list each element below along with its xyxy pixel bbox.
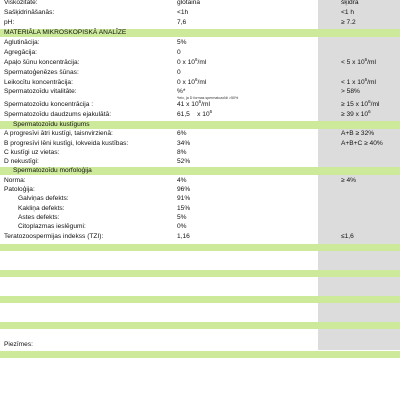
row-value: 0 x $10^6/ml$ xyxy=(177,76,207,86)
row-liquefaction xyxy=(0,9,400,17)
row-morph-neck xyxy=(0,205,400,213)
row-label: pH: xyxy=(4,19,15,26)
row-motility-b xyxy=(0,140,400,148)
row-reference: ≥ 7.2 xyxy=(341,19,356,26)
row-value: 0 xyxy=(177,69,181,76)
empty-band xyxy=(0,244,400,251)
section-title: Spermatozoīdu morfoloģija xyxy=(13,167,92,174)
row-motility-d xyxy=(0,158,400,166)
row-label: C kustīgi uz vietas: xyxy=(4,149,60,156)
row-value: 7,6 xyxy=(177,19,187,26)
row-morph-tail xyxy=(0,214,400,222)
empty-band xyxy=(0,322,400,329)
row-reference: A+B ≥ 32% xyxy=(341,130,375,137)
row-spermatogenesis-cells xyxy=(0,69,400,77)
notes-band xyxy=(0,351,400,358)
section-title: Spermatozoīdu kustīgums xyxy=(13,121,90,128)
section-header-microscopic xyxy=(0,29,400,37)
row-reference: ≥ 15 x $10^6/ml$ xyxy=(341,98,380,108)
row-label: Citoplazmas ieslēgumi: xyxy=(18,223,86,230)
row-morph-norm xyxy=(0,177,400,185)
row-label: Apaļo šūnu koncentrācija: xyxy=(4,59,80,66)
row-value: 96% xyxy=(177,186,191,193)
row-label: Teratozoospermijas indekss (TZI): xyxy=(4,233,104,240)
row-label: A progresīvi ātri kustīgi, taisnvirzienā: xyxy=(4,130,113,137)
row-reference: ≥ 39 x $10^6$ xyxy=(341,108,371,118)
row-motility-a xyxy=(0,130,400,138)
row-tzi xyxy=(0,233,400,241)
row-value: glotaina xyxy=(177,0,201,6)
empty-band xyxy=(0,270,400,277)
row-label: Agregācija: xyxy=(4,49,37,56)
row-value: 91% xyxy=(177,195,191,202)
row-value: 4% xyxy=(177,177,187,184)
row-label: Viskozitāte: xyxy=(4,0,38,6)
row-leukocytes xyxy=(0,76,400,87)
row-label: Patoloģija: xyxy=(4,186,35,193)
row-label: Aglutinācija: xyxy=(4,39,40,46)
row-reference: šķidra xyxy=(341,0,359,6)
row-aggregation xyxy=(0,49,400,57)
row-label: D nekustīgi: xyxy=(4,158,39,165)
row-morph-head xyxy=(0,195,400,203)
row-value: 5% xyxy=(177,214,187,221)
row-label: Spermatozoīdu vitalitāte: xyxy=(4,88,77,95)
row-morph-pathology xyxy=(0,186,400,194)
row-label: Spermatoģenēzes šūnas: xyxy=(4,69,79,76)
row-reference: > 58% xyxy=(341,88,360,95)
notes-row xyxy=(0,341,400,349)
row-label: Astes defekts: xyxy=(18,214,60,221)
row-label: Sašķidrināšanās: xyxy=(4,9,55,16)
section-title: MATERIĀLA MIKROSKOPISKĀ ANALĪZE xyxy=(4,29,127,36)
row-value: 61,5 x $10^6$ xyxy=(177,108,213,118)
row-vitality xyxy=(0,88,400,96)
row-value: %* xyxy=(177,88,186,95)
row-label: B progresīvi lēni kustīgi, lokveida kustības: xyxy=(4,140,129,147)
row-ph xyxy=(0,19,400,27)
section-header-morphology xyxy=(0,167,400,175)
row-value: 34% xyxy=(177,140,191,147)
row-value: 6% xyxy=(177,130,187,137)
row-motility-c xyxy=(0,149,400,157)
row-value: 0 x $10^6/ml$ xyxy=(177,56,207,66)
row-label: Norma: xyxy=(4,177,26,184)
row-agglutination xyxy=(0,39,400,47)
row-value: 1,16 xyxy=(177,233,190,240)
section-header-motility xyxy=(0,121,400,129)
row-reference: < 5 x $10^6/ml$ xyxy=(341,56,376,66)
row-reference: < 1 x $10^6/ml$ xyxy=(341,76,376,86)
row-value: 8% xyxy=(177,149,187,156)
notes-label: Piezīmes: xyxy=(4,341,33,348)
row-reference: ≥ 4% xyxy=(341,177,356,184)
row-label: Galviņas defekts: xyxy=(18,195,69,202)
row-label: Spermatozoīdu koncentrācija : xyxy=(4,101,94,108)
row-reference: A+B+C ≥ 40% xyxy=(341,140,383,147)
row-reference: ≤1,6 xyxy=(341,233,354,240)
empty-band xyxy=(0,296,400,303)
row-label: Leikocītu koncentrācija: xyxy=(4,79,73,86)
row-value: 41 x $10^6/ml$ xyxy=(177,98,210,108)
row-value: <1h xyxy=(177,9,189,16)
row-value: 0 xyxy=(177,49,181,56)
row-value: 5% xyxy=(177,39,187,46)
row-round-cells xyxy=(0,56,400,67)
row-total-count xyxy=(0,108,400,119)
row-label: Spermatozoīdu daudzums ejakulātā: xyxy=(4,111,112,118)
vitality-footnote: *teic, ja D formas spermatozoīdi >50% xyxy=(177,96,239,100)
row-reference: <1 h xyxy=(341,9,355,16)
row-viscosity xyxy=(0,0,400,7)
row-value: 52% xyxy=(177,158,191,165)
row-label: Kakliņa defekts: xyxy=(18,205,65,212)
row-value: 15% xyxy=(177,205,191,212)
row-morph-cytoplasm xyxy=(0,223,400,231)
row-value: 0% xyxy=(177,223,187,230)
